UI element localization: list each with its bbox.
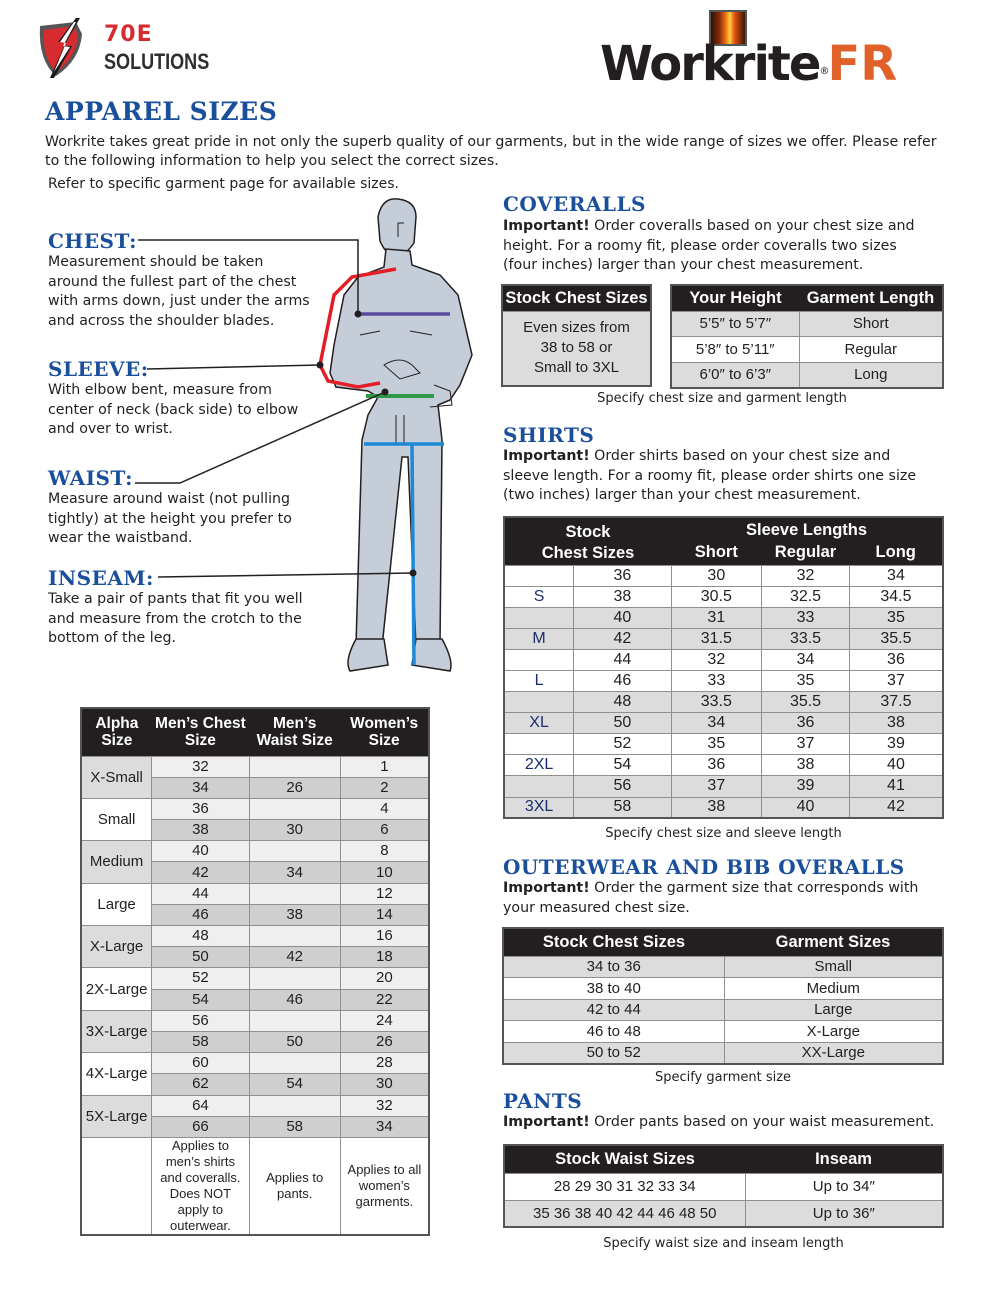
inseam-cell: Up to 34″: [745, 1173, 943, 1200]
shirts-description: Important! Order shirts based on your chest size and sleeve length. For a roomy fit, please order shirts one size (two inches) larger than your chest measurement.: [503, 448, 917, 503]
logo-workrite-fr: [600, 8, 940, 90]
womens-size-cell: 34: [340, 1116, 429, 1137]
alpha-cell: XL: [504, 713, 574, 734]
page-title: APPAREL SIZES: [45, 97, 278, 126]
womens-size-cell: 2: [340, 777, 429, 798]
short-sleeve-cell: 32: [671, 649, 762, 670]
table-row: [81, 841, 429, 862]
long-sleeve-cell: 37.5: [849, 692, 943, 713]
womens-size-cell: 14: [340, 904, 429, 925]
alpha-size-cell: Large: [81, 883, 152, 925]
pants-table: [503, 1144, 944, 1228]
long-sleeve-cell: 38: [849, 713, 943, 734]
coveralls-important: Important!: [503, 218, 590, 234]
height-range-cell: 6’0″ to 6’3″: [671, 362, 799, 388]
chest-description: Measurement should be taken around the fullest part of the chest with arms down, just under the arms and across the shoulder blades.: [48, 254, 310, 329]
mens-waist-cell: 50: [249, 1031, 340, 1052]
chest-size-cell: 50: [574, 713, 671, 734]
mens-waist-cell: [249, 756, 340, 777]
womens-size-cell: 20: [340, 968, 429, 989]
womens-size-cell: 24: [340, 1010, 429, 1031]
short-sleeve-cell: 36: [671, 755, 762, 776]
long-sleeve-cell: 35.5: [849, 628, 943, 649]
regular-sleeve-cell: 32.5: [762, 586, 850, 607]
table-row: [504, 628, 943, 649]
table-row: [504, 776, 943, 797]
header-stock-waist-sizes: Stock Waist Sizes: [504, 1145, 745, 1173]
alpha-cell: 3XL: [504, 797, 574, 818]
short-sleeve-cell: 35: [671, 734, 762, 755]
mens-waist-cell: 42: [249, 947, 340, 968]
pants-title: PANTS: [503, 1089, 583, 1113]
long-sleeve-cell: 35: [849, 607, 943, 628]
table-row: [503, 1021, 943, 1043]
alpha-cell: [504, 776, 574, 797]
womens-size-cell: 22: [340, 989, 429, 1010]
long-sleeve-cell: 37: [849, 670, 943, 691]
womens-size-cell: 30: [340, 1074, 429, 1095]
shirts-note: Specify chest size and sleeve length: [605, 826, 842, 841]
long-sleeve-cell: 41: [849, 776, 943, 797]
pants-important: Important!: [503, 1114, 590, 1130]
mens-chest-cell: 40: [152, 841, 249, 862]
chest-size-cell: 38: [574, 586, 671, 607]
body-measurement-figure: [300, 195, 500, 680]
alpha-size-cell: Small: [81, 798, 152, 840]
regular-sleeve-cell: 38: [762, 755, 850, 776]
mens-chest-cell: 54: [152, 989, 249, 1010]
measurement-sleeve: [48, 357, 318, 440]
alpha-cell: S: [504, 586, 574, 607]
alpha-size-table: [80, 707, 430, 1236]
outerwear-important: Important!: [503, 880, 590, 896]
measurement-chest: [48, 229, 318, 331]
table-row: [504, 734, 943, 755]
table-row: [503, 978, 943, 1000]
header-short: Short: [671, 541, 762, 565]
regular-sleeve-cell: 33: [762, 607, 850, 628]
regular-sleeve-cell: 34: [762, 649, 850, 670]
table-row: [81, 926, 429, 947]
long-sleeve-cell: 34.5: [849, 586, 943, 607]
chest-size-cell: 42: [574, 628, 671, 649]
waist-label: WAIST:: [48, 466, 134, 490]
womens-size-cell: 1: [340, 756, 429, 777]
garment-length-cell: Long: [799, 362, 943, 388]
alpha-cell: 2XL: [504, 755, 574, 776]
alpha-table-footer: [81, 1137, 429, 1235]
waist-sizes-cell: 28 29 30 31 32 33 34: [504, 1173, 745, 1200]
header-stock-chest-sizes: Stock Chest Sizes: [503, 928, 724, 956]
mens-waist-cell: [249, 1010, 340, 1031]
table-row: [81, 1053, 429, 1074]
short-sleeve-cell: 33.5: [671, 692, 762, 713]
womens-size-cell: 26: [340, 1031, 429, 1052]
refer-text: Refer to specific garment page for available sizes.: [48, 176, 399, 192]
mens-chest-cell: 42: [152, 862, 249, 883]
womens-size-cell: 8: [340, 841, 429, 862]
regular-sleeve-cell: 35: [762, 670, 850, 691]
alpha-size-cell: 5X-Large: [81, 1095, 152, 1137]
short-sleeve-cell: 30.5: [671, 586, 762, 607]
mens-chest-cell: 46: [152, 904, 249, 925]
header-long: Long: [849, 541, 943, 565]
alpha-cell: [504, 607, 574, 628]
regular-sleeve-cell: 39: [762, 776, 850, 797]
chest-range-cell: 34 to 36: [503, 956, 724, 978]
table-row: [504, 586, 943, 607]
table-row: [81, 968, 429, 989]
chest-range-cell: 38 to 40: [503, 978, 724, 1000]
table-row: [504, 1200, 943, 1227]
womens-size-cell: 6: [340, 820, 429, 841]
table-row: [81, 756, 429, 777]
mens-waist-cell: 46: [249, 989, 340, 1010]
alpha-cell: [504, 649, 574, 670]
garment-length-cell: Regular: [799, 337, 943, 363]
regular-sleeve-cell: 37: [762, 734, 850, 755]
table-row: [504, 670, 943, 691]
mens-chest-cell: 50: [152, 947, 249, 968]
shirts-table: [503, 516, 944, 819]
coveralls-note: Specify chest size and garment length: [597, 391, 847, 406]
header-alpha-size: Alpha Size: [81, 708, 152, 756]
chest-size-cell: 52: [574, 734, 671, 755]
table-row: [503, 956, 943, 978]
garment-size-cell: Small: [724, 956, 943, 978]
alpha-size-cell: 3X-Large: [81, 1010, 152, 1052]
long-sleeve-cell: 39: [849, 734, 943, 755]
chest-size-cell: 58: [574, 797, 671, 818]
long-sleeve-cell: 36: [849, 649, 943, 670]
short-sleeve-cell: 31.5: [671, 628, 762, 649]
table-row: [504, 755, 943, 776]
mens-waist-cell: [249, 926, 340, 947]
header-sleeve-lengths: Sleeve Lengths: [671, 517, 943, 541]
regular-sleeve-cell: 40: [762, 797, 850, 818]
womens-size-cell: 4: [340, 798, 429, 819]
coveralls-chest-table: [501, 284, 652, 387]
sleeve-label: SLEEVE:: [48, 357, 149, 381]
footer-chest-note: Applies to men’s shirts and coveralls. Does NOT apply to outerwear.: [152, 1137, 249, 1235]
table-row: [504, 1173, 943, 1200]
header-mens-waist: Men’s Waist Size: [249, 708, 340, 756]
measurement-waist: [48, 466, 318, 549]
alpha-size-cell: Medium: [81, 841, 152, 883]
header-garment-sizes: Garment Sizes: [724, 928, 943, 956]
coveralls-height-table: [670, 284, 944, 389]
womens-size-cell: 18: [340, 947, 429, 968]
alpha-size-cell: 2X-Large: [81, 968, 152, 1010]
mens-chest-cell: 36: [152, 798, 249, 819]
mens-chest-cell: 62: [152, 1074, 249, 1095]
short-sleeve-cell: 31: [671, 607, 762, 628]
womens-size-cell: 12: [340, 883, 429, 904]
short-sleeve-cell: 33: [671, 670, 762, 691]
alpha-cell: L: [504, 670, 574, 691]
header-inseam: Inseam: [745, 1145, 943, 1173]
mens-chest-cell: 38: [152, 820, 249, 841]
coveralls-title: COVERALLS: [503, 192, 646, 216]
logo-solutions-text: SOLUTIONS: [104, 49, 210, 74]
chest-size-cell: 48: [574, 692, 671, 713]
outerwear-note: Specify garment size: [654, 1070, 792, 1085]
inseam-label: INSEAM:: [48, 566, 154, 590]
header-womens-size: Women’s Size: [340, 708, 429, 756]
table-row: [503, 1042, 943, 1064]
table-row: [671, 311, 943, 337]
pants-note: Specify waist size and inseam length: [603, 1236, 844, 1251]
table-row: [504, 713, 943, 734]
measurement-inseam: [48, 566, 318, 649]
womens-size-cell: 16: [340, 926, 429, 947]
mens-chest-cell: 58: [152, 1031, 249, 1052]
mens-chest-cell: 56: [152, 1010, 249, 1031]
header-garment-length: Garment Length: [799, 285, 943, 311]
mens-chest-cell: 44: [152, 883, 249, 904]
inseam-description: Take a pair of pants that fit you well and measure from the crotch to the bottom of the leg.: [48, 591, 303, 646]
chest-size-cell: 54: [574, 755, 671, 776]
long-sleeve-cell: 34: [849, 565, 943, 586]
coveralls-chest-header: Stock Chest Sizes: [502, 285, 651, 311]
long-sleeve-cell: 40: [849, 755, 943, 776]
table-row: [504, 797, 943, 818]
header-regular: Regular: [762, 541, 850, 565]
table-row: [504, 692, 943, 713]
garment-size-cell: X-Large: [724, 1021, 943, 1043]
mens-waist-cell: [249, 968, 340, 989]
mens-chest-cell: 34: [152, 777, 249, 798]
mens-chest-cell: 32: [152, 756, 249, 777]
table-row: [504, 649, 943, 670]
mens-chest-cell: 60: [152, 1053, 249, 1074]
workrite-wordmark: Workrite®FR: [600, 36, 898, 92]
table-row: [81, 1010, 429, 1031]
mens-waist-cell: [249, 1053, 340, 1074]
womens-size-cell: 10: [340, 862, 429, 883]
chest-range-cell: 42 to 44: [503, 999, 724, 1021]
mens-chest-cell: 52: [152, 968, 249, 989]
footer-waist-note: Applies to pants.: [249, 1137, 340, 1235]
mens-waist-cell: [249, 841, 340, 862]
coveralls-description: Important! Order coveralls based on your chest size and height. For a roomy fit, please order coveralls two sizes (four inches) larger than your chest measurement.: [503, 218, 915, 273]
alpha-cell: [504, 565, 574, 586]
alpha-size-cell: X-Small: [81, 756, 152, 798]
table-row: [671, 362, 943, 388]
logo-70e-text: 70E: [104, 22, 153, 47]
table-row: [503, 999, 943, 1021]
table-row: [81, 798, 429, 819]
outerwear-table: [502, 927, 944, 1065]
outerwear-description: Important! Order the garment size that corresponds with your measured chest size.: [503, 880, 919, 916]
table-row: [81, 883, 429, 904]
mens-waist-cell: 54: [249, 1074, 340, 1095]
mens-waist-cell: [249, 883, 340, 904]
table-row: [671, 337, 943, 363]
shirts-title: SHIRTS: [503, 423, 595, 447]
mens-waist-cell: [249, 1095, 340, 1116]
inseam-vertical-line: [412, 444, 414, 665]
chest-size-cell: 40: [574, 607, 671, 628]
short-sleeve-cell: 38: [671, 797, 762, 818]
chest-size-cell: 44: [574, 649, 671, 670]
garment-size-cell: Large: [724, 999, 943, 1021]
regular-sleeve-cell: 32: [762, 565, 850, 586]
mens-waist-cell: 26: [249, 777, 340, 798]
intro-text: Workrite takes great pride in not only the superb quality of our garments, but in the wide range of sizes we offer. Please refer to the following information to help you select the correct sizes.: [45, 134, 937, 169]
height-range-cell: 5’8″ to 5’11″: [671, 337, 799, 363]
regular-sleeve-cell: 35.5: [762, 692, 850, 713]
waist-sizes-cell: 35 36 38 40 42 44 46 48 50: [504, 1200, 745, 1227]
short-sleeve-cell: 37: [671, 776, 762, 797]
sleeve-description: With elbow bent, measure from center of neck (back side) to elbow and over to wrist.: [48, 382, 299, 437]
alpha-table-header: [81, 708, 429, 756]
mens-chest-cell: 66: [152, 1116, 249, 1137]
mens-waist-cell: 38: [249, 904, 340, 925]
short-sleeve-cell: 30: [671, 565, 762, 586]
alpha-cell: [504, 734, 574, 755]
regular-sleeve-cell: 33.5: [762, 628, 850, 649]
alpha-size-cell: 4X-Large: [81, 1053, 152, 1095]
alpha-cell: [504, 692, 574, 713]
garment-length-cell: Short: [799, 311, 943, 337]
pants-description: Important! Order pants based on your waist measurement.: [503, 1114, 935, 1130]
waist-description: Measure around waist (not pulling tightly) at the height you prefer to wear the waistband.: [48, 491, 292, 546]
chest-range-cell: 46 to 48: [503, 1021, 724, 1043]
chest-range-cell: 50 to 52: [503, 1042, 724, 1064]
footer-womens-note: Applies to all women’s garments.: [340, 1137, 429, 1235]
outerwear-title: OUTERWEAR AND BIB OVERALLS: [503, 855, 905, 879]
header-stock-chest-sizes: Stock Chest Sizes: [504, 517, 671, 565]
header-mens-chest: Men’s Chest Size: [152, 708, 249, 756]
chest-size-cell: 36: [574, 565, 671, 586]
shield-lightning-icon: [36, 16, 88, 80]
garment-size-cell: Medium: [724, 978, 943, 1000]
coveralls-chest-value: Even sizes from 38 to 58 or Small to 3XL: [502, 311, 651, 386]
mens-waist-cell: 58: [249, 1116, 340, 1137]
mens-waist-cell: 34: [249, 862, 340, 883]
mens-waist-cell: [249, 798, 340, 819]
chest-size-cell: 56: [574, 776, 671, 797]
alpha-cell: M: [504, 628, 574, 649]
garment-size-cell: XX-Large: [724, 1042, 943, 1064]
inseam-cell: Up to 36″: [745, 1200, 943, 1227]
short-sleeve-cell: 34: [671, 713, 762, 734]
footer-empty: [81, 1137, 152, 1235]
long-sleeve-cell: 42: [849, 797, 943, 818]
table-row: [504, 565, 943, 586]
shirts-important: Important!: [503, 448, 590, 464]
header-your-height: Your Height: [671, 285, 799, 311]
mens-chest-cell: 64: [152, 1095, 249, 1116]
chest-size-cell: 46: [574, 670, 671, 691]
womens-size-cell: 32: [340, 1095, 429, 1116]
womens-size-cell: 28: [340, 1053, 429, 1074]
regular-sleeve-cell: 36: [762, 713, 850, 734]
mens-chest-cell: 48: [152, 926, 249, 947]
table-row: [81, 1095, 429, 1116]
table-row: [504, 607, 943, 628]
mens-waist-cell: 30: [249, 820, 340, 841]
logo-70e-solutions: [36, 16, 226, 82]
height-range-cell: 5’5″ to 5’7″: [671, 311, 799, 337]
alpha-size-cell: X-Large: [81, 926, 152, 968]
chest-label: CHEST:: [48, 229, 138, 253]
